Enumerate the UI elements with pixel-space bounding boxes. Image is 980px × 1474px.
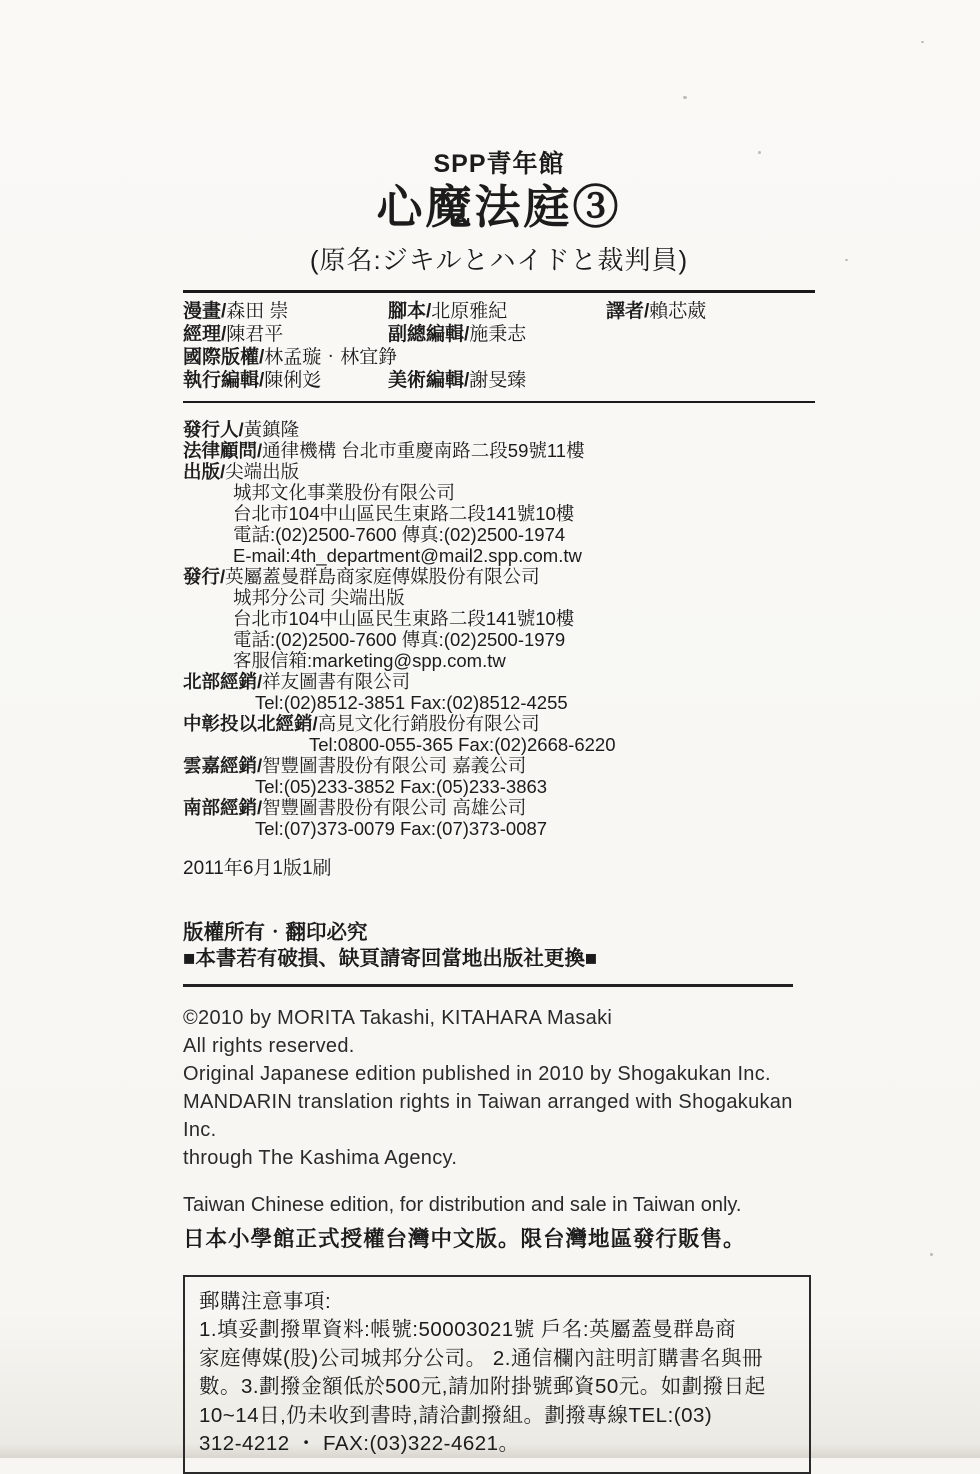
publishing-line <box>183 692 815 713</box>
credit-label: 腳本/ <box>388 300 432 322</box>
credit-value: 北原雅紀 <box>431 300 508 322</box>
field-value: 智豐圖書股份有限公司 高雄公司 <box>262 796 527 818</box>
publishing-line <box>183 713 815 734</box>
publishing-line <box>183 671 815 692</box>
publishing-line <box>183 734 815 755</box>
field-value: 黃鎮隆 <box>243 418 300 440</box>
field-value: 尖端出版 <box>225 460 300 482</box>
publishing-line <box>183 461 815 482</box>
field-label: 雲嘉經銷/ <box>183 754 263 776</box>
credit-cell <box>606 346 815 369</box>
field-label: 中彰投以北經銷/ <box>183 712 318 734</box>
mail-order-line: 10~14日,仍未收到書時,請洽劃撥組。劃撥專線TEL:(03) <box>199 1403 713 1427</box>
rights-line: 版權所有‧翻印必究 <box>183 920 368 944</box>
field-value: 台北市104中山區民生東路二段141號10樓 <box>233 502 575 524</box>
credit-label: 美術編輯/ <box>388 369 470 391</box>
field-value: 英屬蓋曼群島商家庭傳媒股份有限公司 <box>225 565 540 587</box>
publishing-line <box>183 566 815 587</box>
original-title: (原名:ジキルとハイドと裁判員) <box>309 244 689 275</box>
credit-value: 施秉志 <box>469 323 527 345</box>
field-value: Tel:(05)233-3852 Fax:(05)233-3863 <box>255 775 548 797</box>
field-value: Tel:(02)8512-3851 Fax:(02)8512-4255 <box>255 691 568 713</box>
field-value: 高見文化行銷股份有限公司 <box>317 712 540 734</box>
publishing-line <box>183 587 815 608</box>
credit-cell <box>388 300 606 323</box>
field-label: 北部經銷/ <box>183 670 263 692</box>
publishing-line <box>183 503 815 524</box>
mail-order-line: 1.填妥劃撥單資料:帳號:50003021號 戶名:英屬蓋曼群島商 <box>199 1318 737 1342</box>
credit-cell <box>388 323 606 346</box>
mail-order-line: 家庭傳媒(股)公司城邦分公司。 2.通信欄內註明訂購書名與冊 <box>199 1346 763 1370</box>
scan-speck <box>758 151 761 154</box>
license-block <box>183 1194 815 1253</box>
colophon-content <box>183 0 815 1474</box>
scan-speck <box>845 259 848 261</box>
field-value: 台北市104中山區民生東路二段141號10樓 <box>233 607 575 629</box>
credit-cell <box>606 300 815 323</box>
credit-value: 賴芯葳 <box>649 300 707 322</box>
credits-row <box>183 323 815 346</box>
mail-order-line: 312-4212 ・ FAX:(03)322-4621。 <box>199 1432 520 1456</box>
rights-line: ■本書若有破損、缺頁請寄回當地出版社更換■ <box>183 946 598 970</box>
field-label: 發行/ <box>183 565 226 587</box>
copyright-line: Original Japanese edition published in 2010 by Shogakukan Inc. <box>183 1062 771 1085</box>
credit-label: 國際版權/ <box>183 346 265 368</box>
scan-speck <box>683 96 687 99</box>
publishing-info <box>183 419 815 839</box>
field-value: 通律機構 台北市重慶南路二段59號11樓 <box>262 439 585 461</box>
field-value: 電話:(02)2500-7600 傳真:(02)2500-1974 <box>233 523 566 545</box>
field-value: E-mail:4th_department@mail2.spp.com.tw <box>233 544 582 566</box>
publishing-line <box>183 797 815 818</box>
mail-order-box <box>183 1275 811 1474</box>
credit-cell <box>183 369 388 392</box>
copyright-line: ©2010 by MORITA Takashi, KITAHARA Masaki <box>183 1006 613 1029</box>
publishing-line <box>183 608 815 629</box>
field-value: Tel:0800-055-365 Fax:(02)2668-6220 <box>309 733 616 755</box>
publishing-line <box>183 776 815 797</box>
credits-row <box>183 369 815 392</box>
publishing-line <box>183 482 815 503</box>
field-value: Tel:(07)373-0079 Fax:(07)373-0087 <box>255 817 548 839</box>
scan-speck <box>921 41 924 43</box>
field-label: 法律顧問/ <box>183 439 263 461</box>
field-value: 客服信箱:marketing@spp.com.tw <box>233 649 506 671</box>
credit-cell <box>183 323 388 346</box>
mail-order-line: 郵購注意事項: <box>199 1289 332 1313</box>
copyright-line: through The Kashima Agency. <box>183 1146 458 1169</box>
credit-label: 執行編輯/ <box>183 369 265 391</box>
credit-cell <box>606 369 815 392</box>
credit-value: 林孟璇‧林宜錚 <box>264 346 398 368</box>
publishing-line <box>183 545 815 566</box>
credits-row <box>183 300 815 323</box>
publishing-line <box>183 440 815 461</box>
page-title: 心魔法庭③ <box>376 181 622 233</box>
divider-rule <box>183 984 793 987</box>
field-label: 南部經銷/ <box>183 796 263 818</box>
mail-order-line: 數。3.劃撥金額低於500元,請加附掛號郵資50元。如劃撥日起 <box>199 1375 766 1399</box>
field-value: 智豐圖書股份有限公司 嘉義公司 <box>262 754 527 776</box>
credit-label: 漫畫/ <box>183 300 227 322</box>
copyright-line: All rights reserved. <box>183 1034 355 1057</box>
title-block <box>183 0 815 277</box>
credit-value: 陳君平 <box>226 323 284 345</box>
credit-value: 森田 崇 <box>226 300 289 322</box>
publishing-line <box>183 818 815 839</box>
credit-value: 陳俐彣 <box>264 369 322 391</box>
license-line-zh: 日本小學館正式授權台灣中文版。限台灣地區發行販售。 <box>183 1226 746 1251</box>
field-value: 電話:(02)2500-7600 傳真:(02)2500-1979 <box>233 628 566 650</box>
credits-row <box>183 346 815 369</box>
field-value: 城邦文化事業股份有限公司 <box>233 481 456 503</box>
imprint-label: SPP青年館 <box>433 150 565 178</box>
copyright-line: MANDARIN translation rights in Taiwan arranged with Shogakukan Inc. <box>183 1090 793 1141</box>
credit-cell <box>606 323 815 346</box>
credit-label: 副總編輯/ <box>388 323 470 345</box>
credit-cell <box>388 369 606 392</box>
field-label: 出版/ <box>183 460 226 482</box>
credit-label: 譯者/ <box>606 300 650 322</box>
publishing-line <box>183 524 815 545</box>
credit-cell <box>183 300 388 323</box>
edition-statement: 2011年6月1版1刷 <box>183 857 332 879</box>
rights-statement <box>183 920 815 972</box>
scan-speck <box>930 1253 933 1256</box>
copyright-block <box>183 1004 815 1172</box>
credit-value: 謝旻臻 <box>469 369 527 391</box>
publishing-line <box>183 755 815 776</box>
credit-label: 經理/ <box>183 323 227 345</box>
credit-cell <box>388 346 606 369</box>
publishing-line <box>183 629 815 650</box>
field-value: 城邦分公司 尖端出版 <box>233 586 405 608</box>
credits-table <box>183 290 815 403</box>
field-label: 發行人/ <box>183 418 244 440</box>
publishing-line <box>183 650 815 671</box>
credit-cell <box>183 346 398 369</box>
publishing-line <box>183 419 815 440</box>
field-value: 祥友圖書有限公司 <box>262 670 411 692</box>
license-line-en: Taiwan Chinese edition, for distribution and sale in Taiwan only. <box>183 1193 742 1216</box>
